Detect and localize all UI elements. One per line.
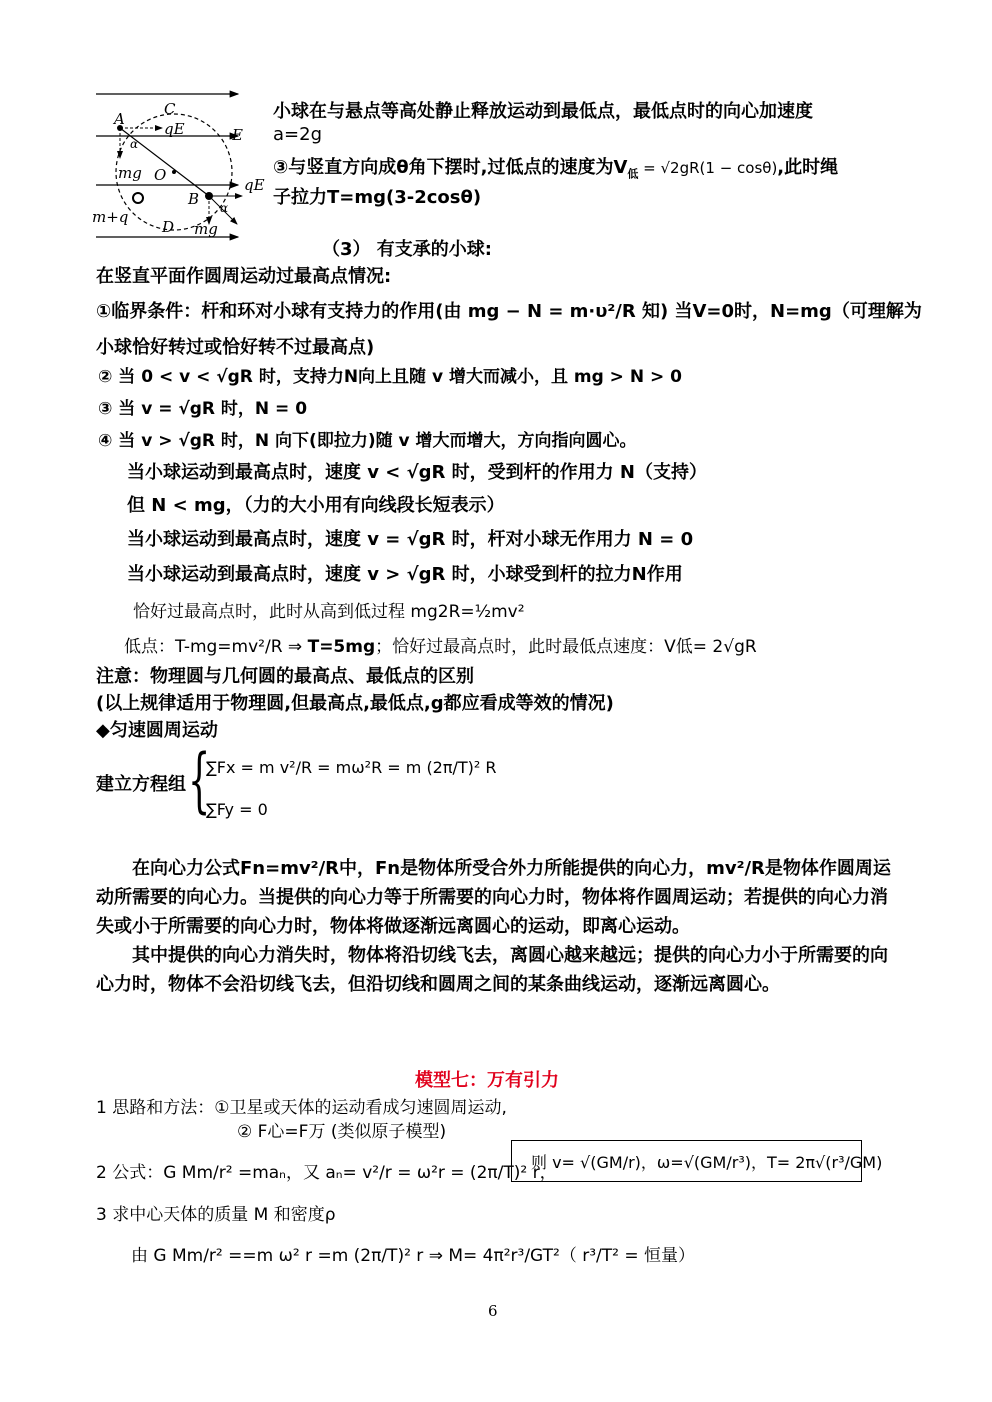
case-3: 当小球运动到最高点时，速度 v > √gR 时，小球受到杆的拉力N作用 (127, 564, 683, 585)
label-D: D (162, 218, 175, 236)
equation-2: ∑Fy = 0 (206, 800, 268, 819)
label-A: A (114, 110, 125, 128)
section3-intro: 在竖直平面作圆周运动过最高点情况: (96, 266, 392, 287)
label-O: O (154, 166, 167, 184)
model7-formula: 2 公式：G Mm/r² =maₙ，又 aₙ= v²/r = ω²r = (2π/T)² r， (96, 1163, 557, 1183)
label-qE-top: qE (164, 120, 185, 138)
section3-item2: ② 当 0 < v < √gR 时，支持力N向上且随 v 增大而减小，且 mg > N > 0 (98, 367, 682, 387)
case-1b: 但 N < mg，（力的大小用有向线段长短表示） (127, 495, 505, 516)
top-line-4: 子拉力T=mg(3-2cosθ) (273, 187, 482, 208)
note-1: 注意：物理圆与几何圆的最高点、最低点的区别 (96, 666, 474, 687)
note-2: (以上规律适用于物理圆,但最高点,最低点,g都应看成等效的情况) (96, 693, 614, 714)
electric-field-circle-figure (92, 84, 270, 244)
page-number: 6 (488, 1302, 498, 1320)
paragraph-2: 其中提供的向心力消失时，物体将沿切线飞去，离圆心越来越远；提供的向心力小于所需要的向心力时，物体不会沿切线飞去，但沿切线和圆周之间的某条曲线运动，逐渐远离圆心。 (96, 945, 888, 995)
equation-1: ∑Fx = m v²/R = mω²R = m (2π/T)² R (206, 758, 497, 777)
top-line-1: 小球在与悬点等高处静止释放运动到最低点，最低点时的向心加速度 (273, 101, 813, 122)
model7-item4: 由 G Mm/r² ==m ω² r =m (2π/T)² r ⇒ M= 4π²r³/GT²（ r³/T² = 恒量） (131, 1246, 696, 1266)
section3-item3: ③ 当 v = √gR 时，N = 0 (98, 399, 308, 419)
top-line-3: ③与竖直方向成θ角下摆时,过低点的速度为$V_低 = √2gR(1 - \cos\theta)$,此时绳 (273, 157, 839, 181)
label-C: C (164, 100, 176, 118)
case-2: 当小球运动到最高点时，速度 v = √gR 时，杆对小球无作用力 N = 0 (127, 529, 694, 550)
label-mg-left: mg (118, 164, 142, 182)
paragraph-1: 在向心力公式Fn=mv²/R中，Fn是物体所受合外力所能提供的向心力，mv²/R是物体作圆周运动所需要的向心力。当提供的向心力等于所需要的向心力时，物体将作圆周运动；若提供的向心力消失或小于所需要的向心力时，物体将做逐渐远离圆心的运动，即离心运动。 (96, 858, 891, 937)
label-alpha-bottom: α (220, 201, 229, 215)
equation-system-label: 建立方程组 (96, 774, 186, 795)
uniform-heading: ◆匀速圆周运动 (96, 720, 218, 741)
label-alpha-top: α (130, 137, 139, 151)
label-qE-right: qE (244, 176, 265, 194)
brace-icon: { (188, 739, 211, 821)
section3-item4: ④ 当 v > √gR 时，N 向下(即拉力)随 v 增大而增大，方向指向圆心。 (98, 431, 637, 451)
label-E: E (232, 126, 243, 144)
case-1: 当小球运动到最高点时，速度 v < √gR 时，受到杆的作用力 N（支持） (127, 462, 707, 483)
just-top: 恰好过最高点时，此时从高到低过程 mg2R=½mv² (133, 602, 525, 622)
section3-item1: ①临界条件：杆和环对小球有支持力的作用(由 mg − N = m·υ²/R 知) 当V=0时，N=mg（可理解为 (96, 301, 922, 322)
model7-item1: 1 思路和方法：①卫星或天体的运动看成匀速圆周运动, (96, 1098, 507, 1118)
model7-title: 模型七：万有引力 (415, 1070, 559, 1091)
model7-item1b: ② F心=F万 (类似原子模型) (237, 1122, 447, 1142)
section3-item1b: 小球恰好转过或恰好转不过最高点) (96, 337, 375, 358)
model7-item3: 3 求中心天体的质量 M 和密度ρ (96, 1205, 336, 1225)
label-mg-bottom: mg (194, 220, 218, 238)
label-B: B (188, 190, 200, 208)
result-box-content: 则 v= √(GM/r)，ω=√(GM/r³)，T= 2π√(r³/GM) (531, 1153, 883, 1172)
label-mq: m+q (92, 208, 129, 226)
top-line-2: a=2g (273, 124, 322, 145)
low-point: 低点：T-mg=mv²/R ⇒ T=5mg；恰好过最高点时，此时最低点速度：V低= 2√gR (124, 637, 757, 657)
section3-heading: （3） 有支承的小球: (322, 239, 492, 260)
